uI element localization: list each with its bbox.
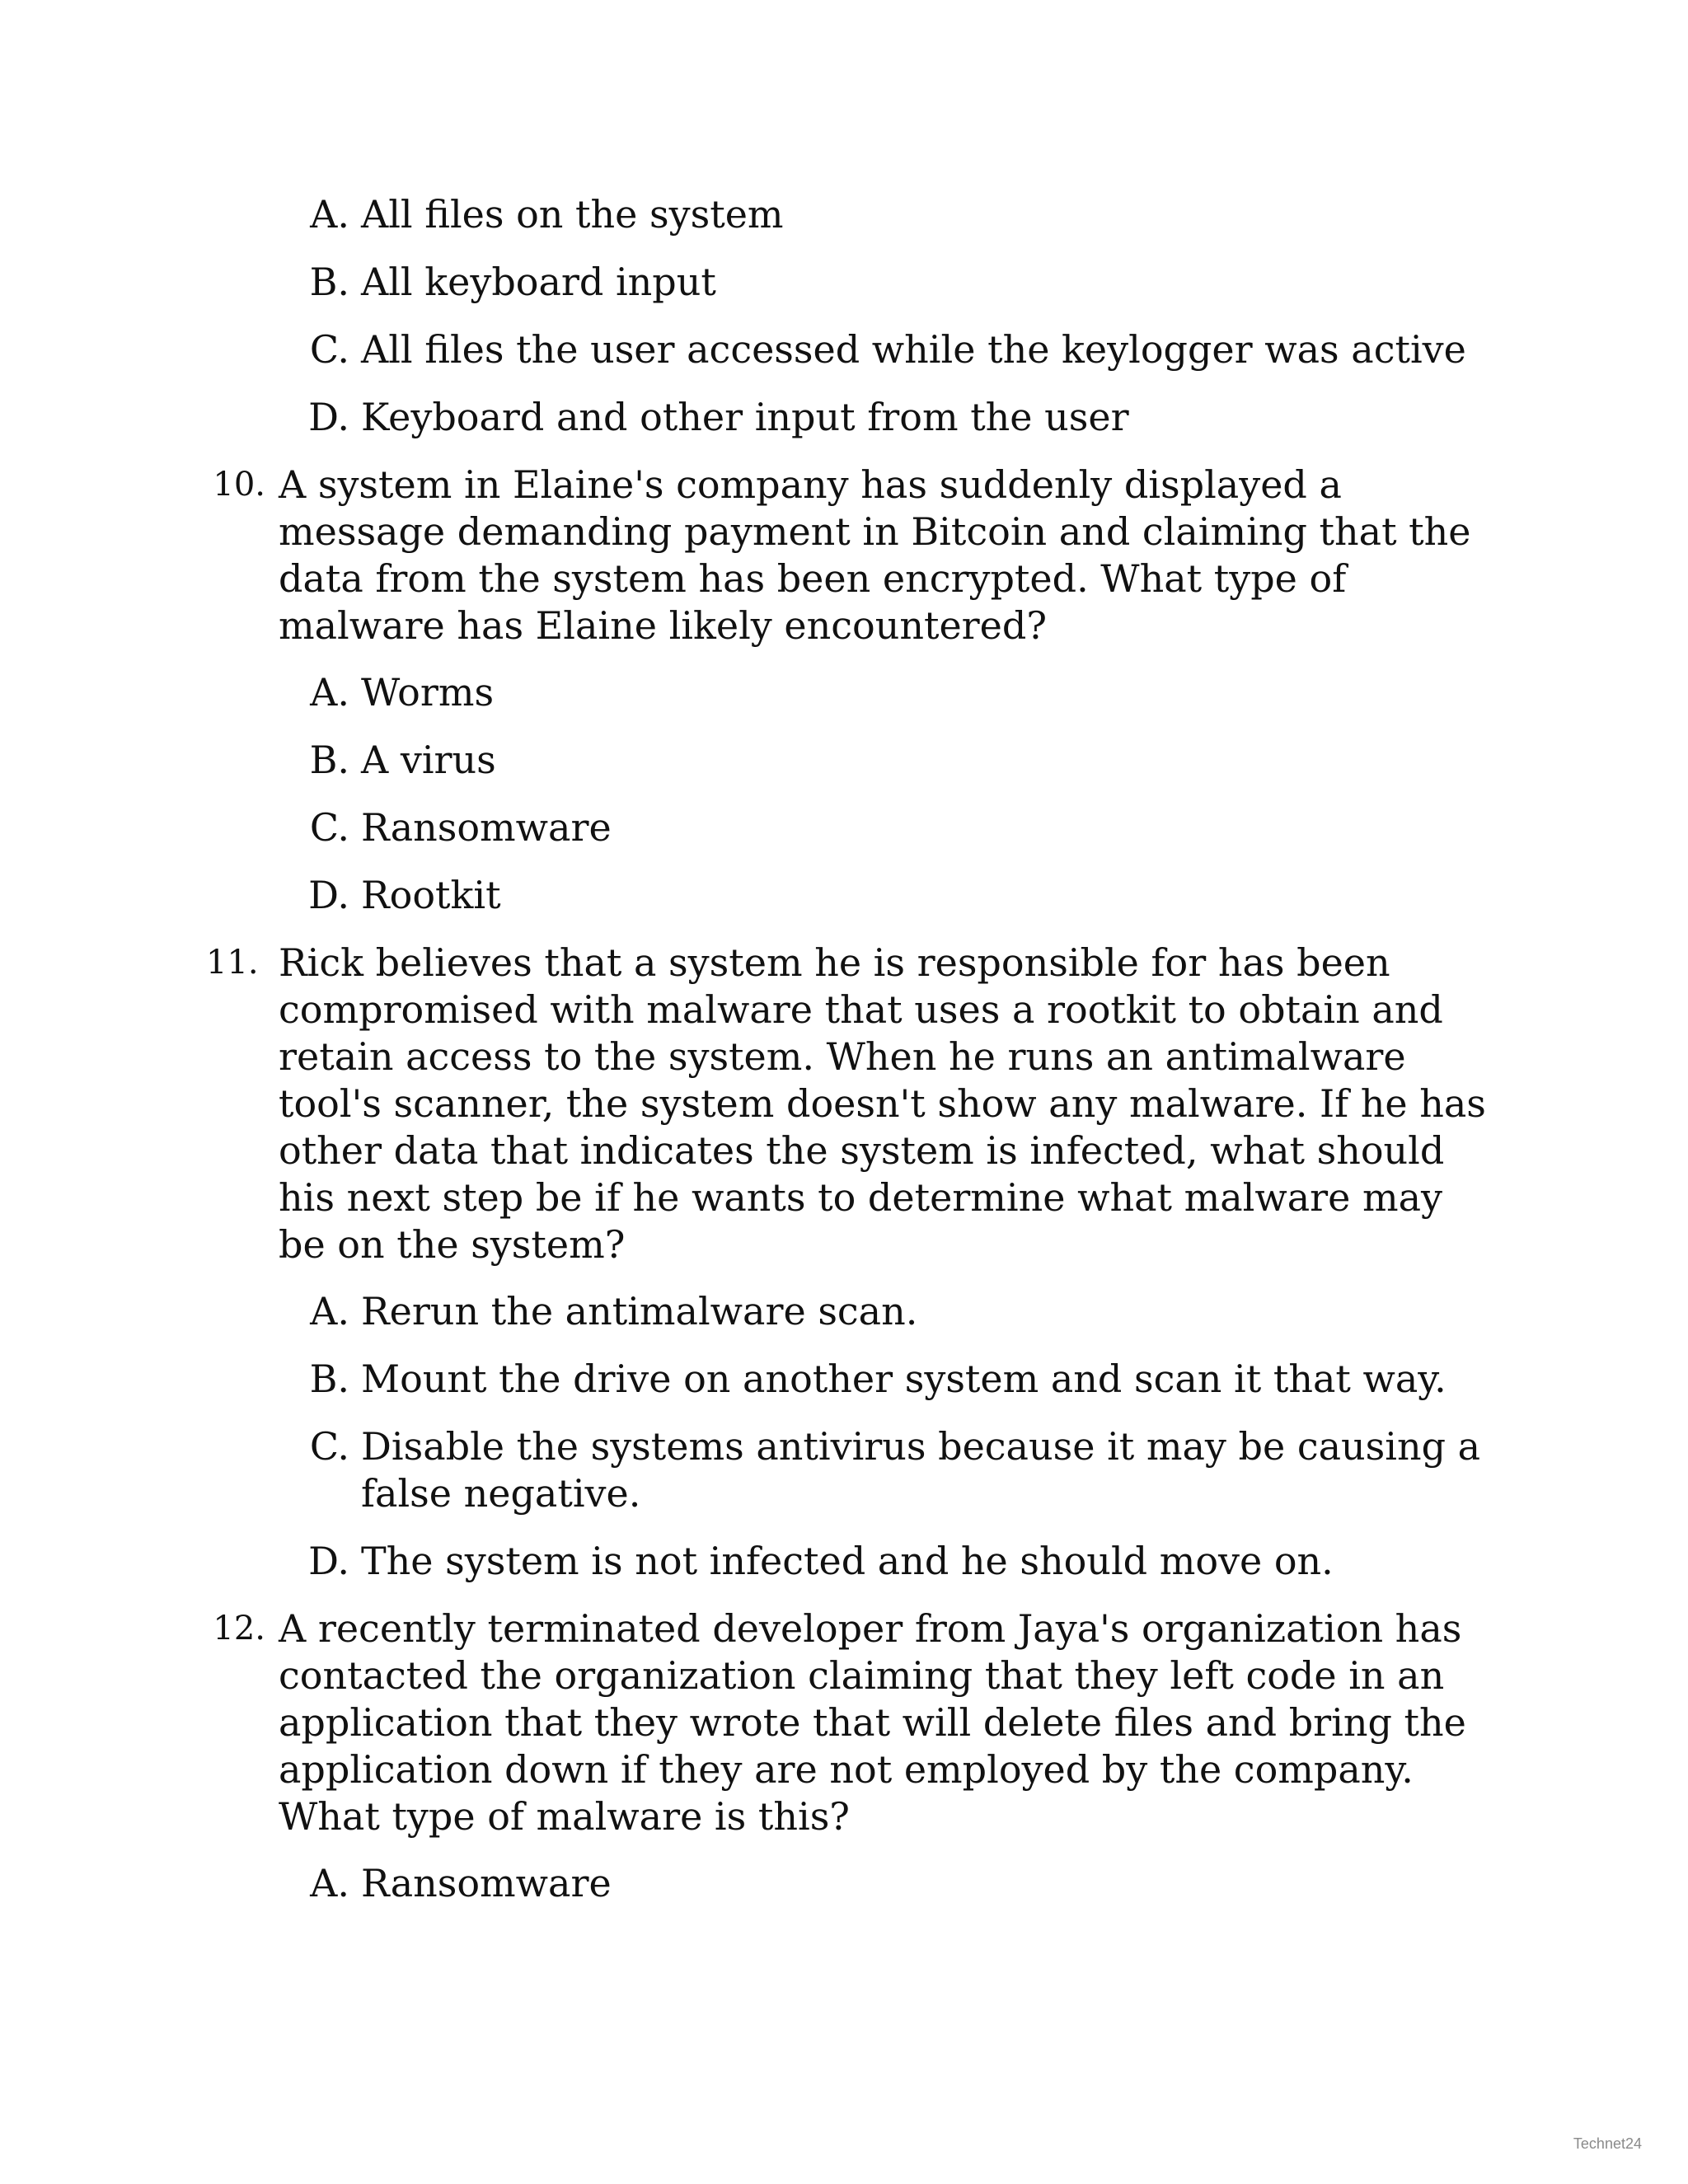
leading-options bbox=[206, 191, 1492, 441]
option-letter: C. bbox=[309, 805, 349, 850]
option-letter: B. bbox=[309, 1357, 349, 1401]
option-text: Ransomware bbox=[361, 1861, 612, 1905]
option-item bbox=[206, 1538, 1492, 1585]
option-text: A virus bbox=[361, 738, 496, 782]
question-10 bbox=[206, 462, 1492, 649]
option-letter: A. bbox=[310, 670, 349, 715]
option-letter: D. bbox=[308, 1539, 349, 1583]
option-letter: D. bbox=[308, 395, 349, 439]
option-letter: D. bbox=[308, 873, 349, 917]
option-letter: B. bbox=[309, 260, 349, 304]
option-item bbox=[206, 394, 1492, 441]
option-item bbox=[206, 1860, 1492, 1907]
question-number: 12. bbox=[213, 1610, 265, 1647]
option-item bbox=[206, 1423, 1492, 1517]
option-item bbox=[206, 804, 1492, 851]
option-text: All keyboard input bbox=[361, 260, 716, 304]
question-text: A system in Elaine's company has suddenly displayed a message demanding payment in Bitcoin and claiming that the data from the system has been encrypted. What type of malware has Elaine likely encountered? bbox=[279, 462, 1471, 648]
option-letter: C. bbox=[309, 1424, 349, 1469]
option-item bbox=[206, 669, 1492, 716]
option-item bbox=[206, 872, 1492, 919]
option-text: Mount the drive on another system and scan it that way. bbox=[361, 1357, 1447, 1401]
option-item bbox=[206, 1288, 1492, 1335]
question-11-options bbox=[206, 1288, 1492, 1585]
option-item bbox=[206, 191, 1492, 238]
question-12-options bbox=[206, 1860, 1492, 1907]
question-text: A recently terminated developer from Jaya's organization has contacted the organization claiming that they left code in an application that they wrote that will delete files and bring the application down if they are not employed by the company. What type of malware is this? bbox=[279, 1606, 1466, 1839]
question-list bbox=[206, 191, 1492, 1928]
option-text: Worms bbox=[361, 670, 495, 715]
question-text: Rick believes that a system he is responsible for has been compromised with malware that uses a rootkit to obtain and retain access to the system. When he runs an antimalware tool's scanner, the system doesn't show any malware. If he has other data that indicates the system is infected, what should his next step be if he wants to determine what malware may be on the system? bbox=[279, 940, 1486, 1267]
question-number: 11. bbox=[206, 944, 259, 982]
question-12 bbox=[206, 1605, 1492, 1840]
option-text: Ransomware bbox=[361, 805, 612, 850]
question-11 bbox=[206, 940, 1492, 1268]
option-item bbox=[206, 326, 1492, 373]
option-text: All files on the system bbox=[361, 192, 784, 237]
option-letter: A. bbox=[310, 1861, 349, 1905]
option-text: All files the user accessed while the keylogger was active bbox=[361, 327, 1466, 372]
option-letter: A. bbox=[310, 1289, 349, 1333]
option-text: The system is not infected and he should move on. bbox=[361, 1539, 1334, 1583]
option-text: Rerun the antimalware scan. bbox=[361, 1289, 918, 1333]
option-letter: C. bbox=[309, 327, 349, 372]
question-10-options bbox=[206, 669, 1492, 919]
option-text: Rootkit bbox=[361, 873, 501, 917]
option-text: Disable the systems antivirus because it may be causing a false negative. bbox=[361, 1424, 1481, 1516]
option-item bbox=[206, 737, 1492, 784]
watermark: Technet24 bbox=[1573, 2135, 1642, 2152]
option-text: Keyboard and other input from the user bbox=[361, 395, 1129, 439]
option-item bbox=[206, 259, 1492, 306]
option-item bbox=[206, 1356, 1492, 1403]
option-letter: A. bbox=[310, 192, 349, 237]
question-number: 10. bbox=[213, 466, 265, 504]
option-letter: B. bbox=[309, 738, 349, 782]
